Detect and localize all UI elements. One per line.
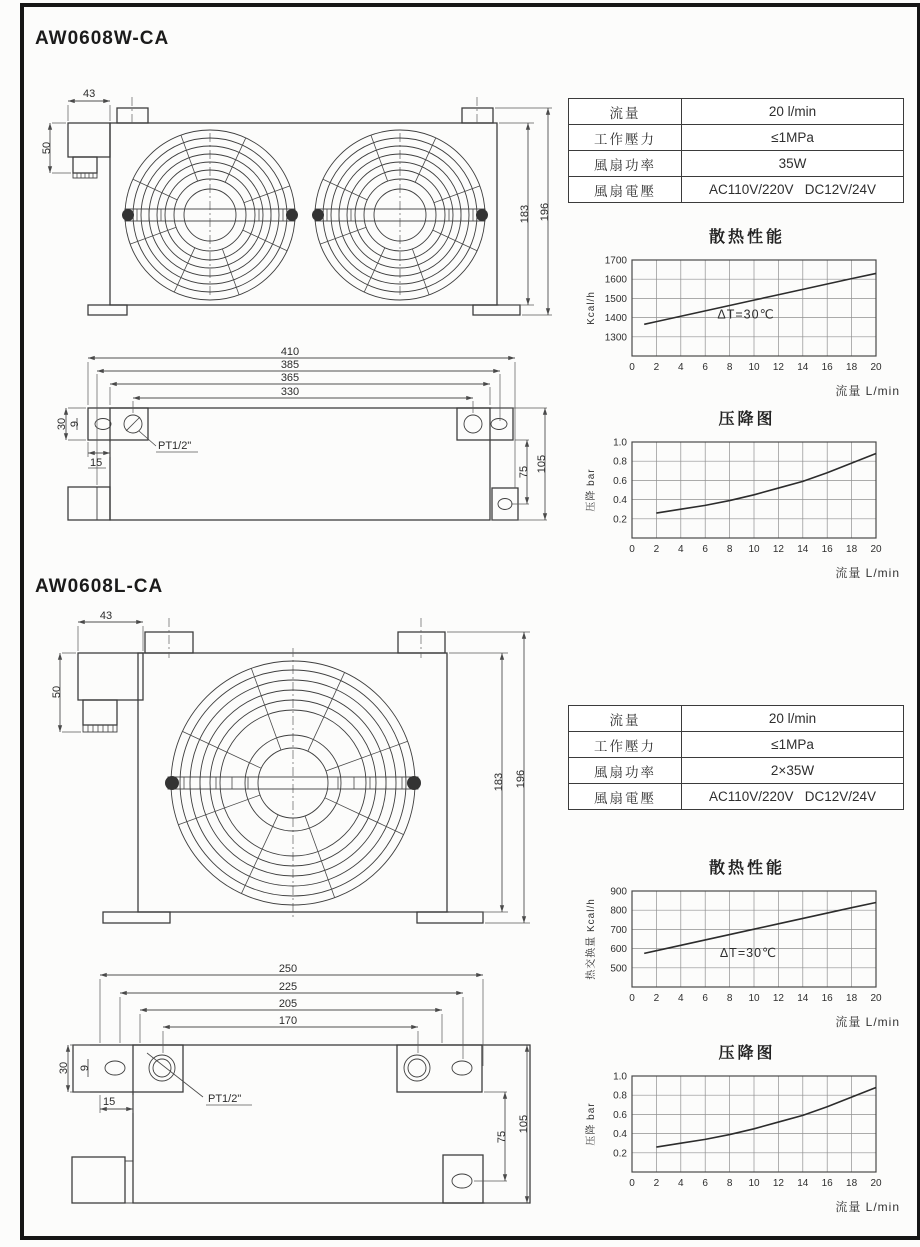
- table-row: [569, 124, 903, 150]
- dim-label: 43: [99, 610, 113, 622]
- svg-text:18: 18: [846, 362, 858, 373]
- spec-value: ≤1MPa: [771, 130, 814, 145]
- pressure-chart-plot: [582, 1070, 912, 1196]
- dim-label: 50: [41, 141, 53, 155]
- heat-chart-plot: [582, 254, 912, 380]
- svg-text:600: 600: [610, 944, 627, 956]
- svg-text:14: 14: [797, 544, 809, 555]
- svg-text:18: 18: [846, 993, 858, 1004]
- chart-title: 散热性能: [708, 229, 785, 246]
- spec-value: 20 l/min: [768, 104, 817, 119]
- svg-text:0.6: 0.6: [613, 475, 627, 487]
- svg-text:14: 14: [797, 1178, 809, 1189]
- spec-label: 風扇功率: [569, 151, 682, 176]
- chart-title: 压降图: [718, 411, 776, 428]
- svg-text:16: 16: [821, 544, 833, 555]
- chart-xlabel: 流量 L/min: [835, 384, 900, 398]
- svg-text:6: 6: [702, 1178, 708, 1189]
- dim-label: 30: [56, 417, 68, 431]
- table-row: [569, 706, 903, 731]
- pressure-chart-aw0608l: [582, 1040, 912, 1215]
- dim-label: 30: [58, 1061, 70, 1075]
- svg-text:0.4: 0.4: [613, 1129, 627, 1141]
- svg-text:14: 14: [797, 362, 809, 373]
- dim-label: 225: [278, 981, 298, 993]
- spec-table-aw0608l: [568, 705, 904, 810]
- svg-text:4: 4: [678, 993, 684, 1004]
- chart-xlabel: 流量 L/min: [835, 1200, 900, 1214]
- spec-value: 20 l/min: [768, 711, 817, 726]
- svg-text:20: 20: [870, 362, 882, 373]
- port-label: PT1/2": [158, 440, 192, 452]
- svg-text:0: 0: [629, 1178, 635, 1189]
- svg-text:18: 18: [846, 544, 858, 555]
- dim-label: 196: [539, 202, 551, 222]
- dim-label: 75: [496, 1130, 508, 1144]
- svg-text:2: 2: [653, 544, 660, 555]
- port-label: PT1/2": [208, 1093, 242, 1105]
- svg-text:20: 20: [870, 993, 882, 1004]
- svg-text:1700: 1700: [604, 255, 627, 267]
- dim-label: 385: [280, 359, 300, 371]
- dim-label: 205: [278, 998, 298, 1010]
- svg-text:16: 16: [821, 1178, 833, 1189]
- svg-text:8: 8: [726, 1178, 733, 1189]
- svg-text:4: 4: [678, 362, 684, 373]
- front-view-drawing-aw0608l: [50, 608, 545, 940]
- svg-text:4: 4: [678, 1178, 684, 1189]
- svg-text:压降 bar: 压降 bar: [586, 468, 597, 512]
- table-row: [569, 783, 903, 809]
- dim-label: 196: [515, 769, 527, 789]
- svg-text:14: 14: [797, 993, 809, 1004]
- svg-text:ΔT=30℃: ΔT=30℃: [719, 946, 778, 961]
- svg-text:16: 16: [821, 993, 833, 1004]
- dim-label: 250: [278, 963, 298, 975]
- spec-label: 流量: [569, 99, 682, 124]
- svg-text:2: 2: [653, 1178, 660, 1189]
- spec-value: ≤1MPa: [771, 737, 814, 752]
- spec-value: AC110V/220V DC12V/24V: [708, 182, 877, 197]
- heat-chart-plot: [582, 885, 912, 1011]
- pressure-chart-aw0608w: [582, 406, 912, 581]
- svg-text:8: 8: [726, 544, 733, 555]
- svg-text:12: 12: [772, 362, 784, 373]
- chart-title: 散热性能: [708, 860, 785, 877]
- svg-text:700: 700: [610, 924, 627, 936]
- svg-text:压降 bar: 压降 bar: [586, 1102, 597, 1146]
- spec-value: AC110V/220V DC12V/24V: [708, 789, 877, 804]
- svg-text:Kcal/h: Kcal/h: [586, 291, 597, 325]
- front-view-drawing-aw0608w: [40, 85, 565, 357]
- svg-text:20: 20: [870, 544, 882, 555]
- svg-text:10: 10: [748, 1178, 760, 1189]
- dim-label: 15: [90, 457, 103, 469]
- dim-label: 9: [79, 1064, 91, 1072]
- svg-text:10: 10: [748, 993, 760, 1004]
- chart-xlabel: 流量 L/min: [835, 1015, 900, 1029]
- table-row: [569, 731, 903, 757]
- pressure-chart-plot: [582, 436, 912, 562]
- model-title-aw0608w: AW0608W-CA: [35, 28, 170, 49]
- spec-value: 2×35W: [770, 763, 815, 778]
- svg-text:4: 4: [678, 544, 684, 555]
- svg-text:800: 800: [610, 905, 627, 917]
- svg-text:热交换量 Kcal/h: 热交换量 Kcal/h: [586, 898, 597, 980]
- svg-text:2: 2: [653, 993, 660, 1004]
- svg-text:1.0: 1.0: [613, 437, 627, 449]
- spec-label: 風扇電壓: [569, 177, 682, 202]
- svg-text:ΔT=30℃: ΔT=30℃: [717, 307, 775, 322]
- svg-text:1600: 1600: [604, 274, 627, 286]
- table-row: [569, 150, 903, 176]
- dim-label: 410: [280, 346, 300, 358]
- svg-text:12: 12: [772, 544, 784, 555]
- svg-text:0: 0: [629, 362, 635, 373]
- svg-text:1300: 1300: [604, 332, 627, 344]
- svg-text:12: 12: [772, 1178, 784, 1189]
- svg-text:0.4: 0.4: [613, 495, 627, 507]
- svg-text:12: 12: [772, 993, 784, 1004]
- spec-label: 流量: [569, 706, 682, 731]
- dim-label: 50: [51, 685, 63, 699]
- svg-text:2: 2: [653, 362, 660, 373]
- svg-text:0: 0: [629, 544, 635, 555]
- dim-label: 183: [493, 772, 505, 792]
- svg-text:0.8: 0.8: [613, 456, 627, 468]
- svg-text:0.8: 0.8: [613, 1090, 627, 1102]
- svg-text:1.0: 1.0: [613, 1071, 627, 1083]
- dim-label: 170: [278, 1015, 298, 1027]
- dim-label: 9: [69, 420, 81, 428]
- chart-xlabel: 流量 L/min: [835, 566, 900, 580]
- chart-title: 压降图: [718, 1045, 776, 1062]
- heat-chart-aw0608w: [582, 224, 912, 399]
- svg-text:0: 0: [629, 993, 635, 1004]
- svg-text:1500: 1500: [604, 293, 627, 305]
- svg-text:18: 18: [846, 1178, 858, 1189]
- svg-text:0.2: 0.2: [613, 1148, 627, 1160]
- dim-label: 330: [280, 386, 300, 398]
- svg-text:6: 6: [702, 362, 708, 373]
- svg-text:900: 900: [610, 886, 627, 898]
- dim-label: 15: [103, 1096, 116, 1108]
- svg-text:8: 8: [726, 993, 733, 1004]
- heat-chart-aw0608l: [582, 855, 912, 1030]
- side-view-drawing-aw0608w: [40, 345, 570, 563]
- spec-table-aw0608w: [568, 98, 904, 203]
- svg-text:0.6: 0.6: [613, 1109, 627, 1121]
- svg-text:20: 20: [870, 1178, 882, 1189]
- svg-text:8: 8: [726, 362, 733, 373]
- table-row: [569, 757, 903, 783]
- svg-text:6: 6: [702, 544, 708, 555]
- dim-label: 105: [518, 1114, 530, 1134]
- dim-label: 183: [519, 204, 531, 224]
- svg-text:6: 6: [702, 993, 708, 1004]
- svg-text:1400: 1400: [604, 313, 627, 325]
- svg-text:16: 16: [821, 362, 833, 373]
- spec-label: 風扇電壓: [569, 784, 682, 809]
- dim-label: 365: [280, 372, 300, 384]
- spec-label: 工作壓力: [569, 732, 682, 757]
- spec-label: 風扇功率: [569, 758, 682, 783]
- table-row: [569, 99, 903, 124]
- spec-value: 35W: [778, 156, 807, 171]
- side-view-drawing-aw0608l: [40, 955, 555, 1227]
- dim-label: 75: [518, 465, 530, 479]
- dim-label: 105: [536, 454, 548, 474]
- table-row: [569, 176, 903, 202]
- dim-label: 43: [83, 88, 96, 100]
- model-title-aw0608l: AW0608L-CA: [35, 576, 164, 597]
- svg-text:10: 10: [748, 544, 760, 555]
- svg-text:0.2: 0.2: [613, 514, 627, 526]
- spec-label: 工作壓力: [569, 125, 682, 150]
- svg-text:10: 10: [748, 362, 760, 373]
- svg-text:500: 500: [610, 963, 627, 975]
